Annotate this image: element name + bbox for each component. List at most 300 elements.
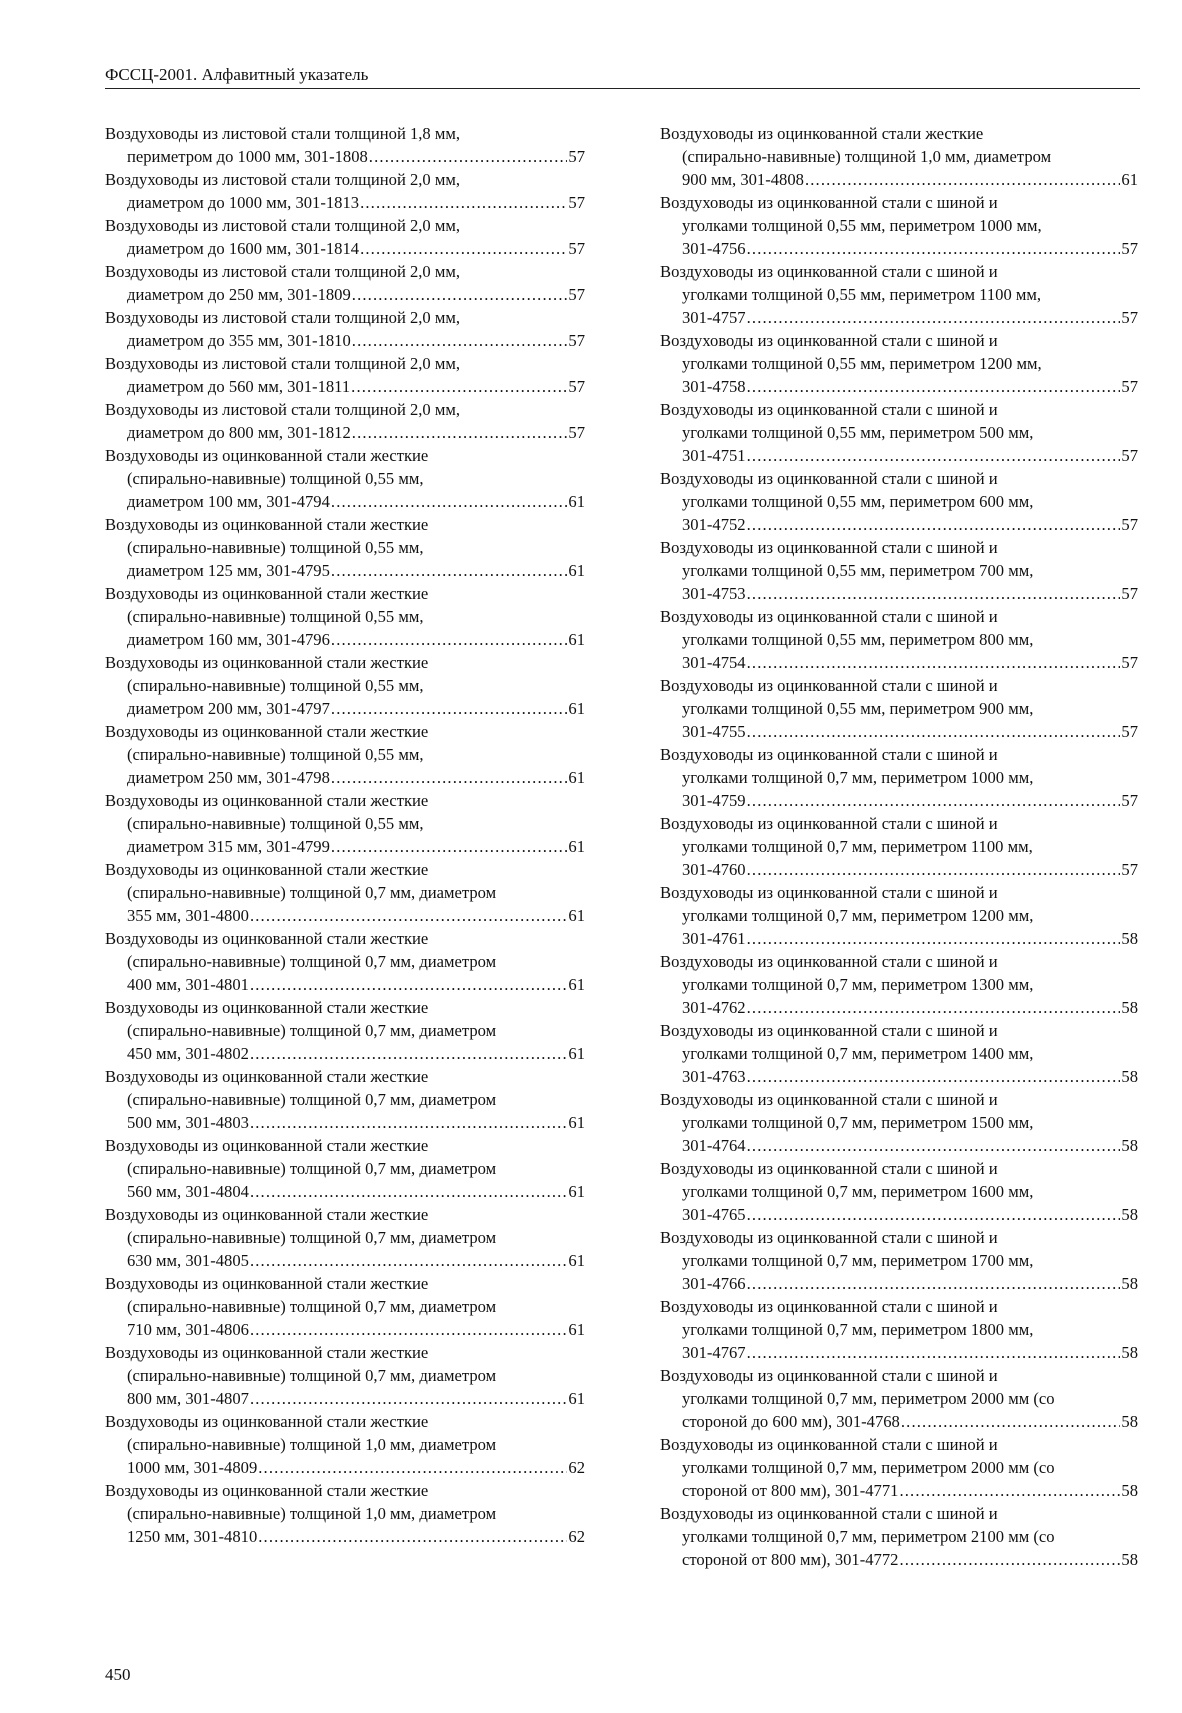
entry-line: (спирально-навивные) толщиной 0,7 мм, диаметром [127,952,497,971]
entry-line: 301-4754 [682,653,746,672]
entry-last-line [660,582,1138,605]
index-entry [105,444,585,513]
dot-leader [258,1525,567,1548]
entry-line: Воздуховоды из оцинкованной стали с шиной и [660,607,998,626]
index-entry [660,674,1138,743]
dot-leader [331,697,568,720]
dot-leader [331,766,568,789]
entry-last-line [660,927,1138,950]
entry-line: уголками толщиной 0,7 мм, периметром 1000 мм, [682,768,1034,787]
entry-last-line [105,1249,585,1272]
entry-line: Воздуховоды из оцинкованной стали жесткие [105,653,429,672]
entry-page-ref: 61 [568,975,585,994]
entry-line: диаметром 250 мм, 301-4798 [127,768,330,787]
entry-last-line [660,651,1138,674]
entry-line: уголками толщиной 0,7 мм, периметром 1200 мм, [682,906,1034,925]
entry-line: Воздуховоды из листовой стали толщиной 2,0 мм, [105,308,461,327]
entry-line: 800 мм, 301-4807 [127,1389,249,1408]
index-entry [660,812,1138,881]
entry-last-line [660,720,1138,743]
entry-line: 560 мм, 301-4804 [127,1182,249,1201]
index-entry [105,1410,585,1479]
entry-line: стороной от 800 мм), 301-4771 [682,1481,899,1500]
entry-line: диаметром до 355 мм, 301-1810 [127,331,351,350]
entry-line: 301-4763 [682,1067,746,1086]
dot-leader [747,789,1121,812]
entry-line: Воздуховоды из оцинкованной стали с шиной и [660,469,998,488]
entry-page-ref: 62 [568,1527,585,1546]
entry-line: диаметром 200 мм, 301-4797 [127,699,330,718]
entry-last-line [660,858,1138,881]
entry-line: (спирально-навивные) толщиной 0,7 мм, диаметром [127,1366,497,1385]
entry-page-ref: 58 [1121,1205,1138,1224]
entry-line: Воздуховоды из оцинкованной стали жесткие [105,860,429,879]
entry-last-line [105,1042,585,1065]
index-column-left [105,122,585,1548]
entry-line: Воздуховоды из оцинкованной стали жесткие [105,998,429,1017]
entry-line: Воздуховоды из листовой стали толщиной 1,8 мм, [105,124,461,143]
entry-line: Воздуховоды из оцинкованной стали с шиной и [660,193,998,212]
entry-line: Воздуховоды из оцинкованной стали с шиной и [660,745,998,764]
entry-page-ref: 58 [1121,1412,1138,1431]
entry-last-line [105,283,585,306]
index-entry [660,467,1138,536]
entry-page-ref: 61 [568,768,585,787]
entry-last-line [660,168,1138,191]
entry-line: Воздуховоды из оцинкованной стали с шиной и [660,1435,998,1454]
entry-page-ref: 61 [1121,170,1138,189]
entry-line: уголками толщиной 0,55 мм, периметром 600 мм, [682,492,1034,511]
entry-line: (спирально-навивные) толщиной 0,7 мм, диаметром [127,1228,497,1247]
entry-page-ref: 61 [568,1182,585,1201]
index-entry [105,398,585,444]
entry-page-ref: 57 [1121,308,1138,327]
entry-line: (спирально-навивные) толщиной 0,55 мм, [127,676,424,695]
entry-line: 301-4751 [682,446,746,465]
entry-line: уголками толщиной 0,55 мм, периметром 800 мм, [682,630,1034,649]
dot-leader [747,858,1121,881]
entry-last-line [105,375,585,398]
entry-last-line [105,1456,585,1479]
entry-page-ref: 61 [568,561,585,580]
entry-line: Воздуховоды из оцинкованной стали жесткие [105,584,429,603]
entry-page-ref: 57 [568,285,585,304]
entry-last-line [660,1410,1138,1433]
entry-last-line [660,1203,1138,1226]
dot-leader [250,1249,567,1272]
entry-last-line [105,697,585,720]
dot-leader [747,306,1121,329]
entry-line: 301-4756 [682,239,746,258]
index-entry [105,651,585,720]
index-entry [105,260,585,306]
entry-last-line [660,1479,1138,1502]
index-entry [660,260,1138,329]
entry-last-line [105,559,585,582]
index-entry [660,881,1138,950]
entry-line: (спирально-навивные) толщиной 0,55 мм, [127,538,424,557]
dot-leader [351,375,567,398]
entry-line: 1000 мм, 301-4809 [127,1458,258,1477]
entry-page-ref: 57 [1121,860,1138,879]
entry-line: Воздуховоды из оцинкованной стали с шиной и [660,1366,998,1385]
dot-leader [901,1410,1121,1433]
entry-page-ref: 57 [1121,722,1138,741]
index-entry [105,1134,585,1203]
entry-last-line [105,237,585,260]
running-header [105,64,1140,89]
dot-leader [747,1341,1121,1364]
entry-last-line [105,421,585,444]
dot-leader [331,490,568,513]
entry-line: диаметром 100 мм, 301-4794 [127,492,330,511]
entry-page-ref: 57 [568,147,585,166]
entry-line: Воздуховоды из листовой стали толщиной 2,0 мм, [105,400,461,419]
entry-line: Воздуховоды из оцинкованной стали с шиной и [660,1228,998,1247]
entry-last-line [105,1180,585,1203]
dot-leader [747,375,1121,398]
entry-line: (спирально-навивные) толщиной 0,55 мм, [127,814,424,833]
entry-page-ref: 57 [568,331,585,350]
entry-line: Воздуховоды из оцинкованной стали с шиной и [660,1297,998,1316]
entry-line: 301-4761 [682,929,746,948]
entry-line: диаметром до 800 мм, 301-1812 [127,423,351,442]
entry-line: Воздуховоды из оцинкованной стали с шиной и [660,883,998,902]
dot-leader [250,1318,567,1341]
entry-last-line [105,191,585,214]
entry-last-line [105,1318,585,1341]
dot-leader [899,1479,1120,1502]
entry-line: Воздуховоды из оцинкованной стали с шиной и [660,331,998,350]
entry-line: Воздуховоды из оцинкованной стали жесткие [105,1274,429,1293]
entry-last-line [660,375,1138,398]
entry-line: (спирально-навивные) толщиной 0,7 мм, диаметром [127,1297,497,1316]
entry-page-ref: 57 [1121,446,1138,465]
entry-line: уголками толщиной 0,7 мм, периметром 1300 мм, [682,975,1034,994]
entry-line: Воздуховоды из оцинкованной стали жесткие [105,1343,429,1362]
entry-line: Воздуховоды из оцинкованной стали жесткие [105,791,429,810]
entry-line: Воздуховоды из оцинкованной стали жесткие [660,124,984,143]
entry-line: диаметром до 560 мм, 301-1811 [127,377,351,396]
entry-last-line [660,444,1138,467]
entry-line: (спирально-навивные) толщиной 0,55 мм, [127,607,424,626]
entry-line: 301-4762 [682,998,746,1017]
entry-line: уголками толщиной 0,55 мм, периметром 1100 мм, [682,285,1042,304]
entry-page-ref: 58 [1121,1067,1138,1086]
entry-line: Воздуховоды из оцинкованной стали жесткие [105,1412,429,1431]
entry-page-ref: 61 [568,1389,585,1408]
entry-line: (спирально-навивные) толщиной 1,0 мм, диаметром [127,1435,497,1454]
index-entry [105,789,585,858]
entry-page-ref: 57 [1121,791,1138,810]
entry-line: уголками толщиной 0,7 мм, периметром 1400 мм, [682,1044,1034,1063]
entry-line: 630 мм, 301-4805 [127,1251,249,1270]
entry-line: Воздуховоды из оцинкованной стали с шиной и [660,1504,998,1523]
index-entry [660,1226,1138,1295]
index-entry [660,329,1138,398]
entry-line: Воздуховоды из оцинкованной стали с шиной и [660,400,998,419]
entry-page-ref: 57 [1121,515,1138,534]
entry-line: 355 мм, 301-4800 [127,906,249,925]
entry-line: Воздуховоды из оцинкованной стали жесткие [105,1067,429,1086]
entry-line: Воздуховоды из оцинкованной стали жесткие [105,929,429,948]
entry-page-ref: 58 [1121,1136,1138,1155]
dot-leader [747,996,1121,1019]
entry-page-ref: 61 [568,492,585,511]
entry-line: (спирально-навивные) толщиной 0,7 мм, диаметром [127,1159,497,1178]
entry-page-ref: 57 [568,423,585,442]
entry-page-ref: 58 [1121,929,1138,948]
entry-line: уголками толщиной 0,7 мм, периметром 1100 мм, [682,837,1033,856]
dot-leader [747,513,1121,536]
entry-page-ref: 61 [568,1251,585,1270]
entry-page-ref: 58 [1121,998,1138,1017]
entry-line: (спирально-навивные) толщиной 0,7 мм, диаметром [127,883,497,902]
index-entry [105,996,585,1065]
entry-line: 301-4755 [682,722,746,741]
entry-line: диаметром 315 мм, 301-4799 [127,837,330,856]
entry-page-ref: 57 [568,377,585,396]
dot-leader [747,1203,1121,1226]
dot-leader [899,1548,1120,1571]
entry-line: 301-4764 [682,1136,746,1155]
dot-leader [258,1456,567,1479]
index-entry [660,398,1138,467]
entry-page-ref: 61 [568,1113,585,1132]
entry-line: уголками толщиной 0,7 мм, периметром 2100 мм (со [682,1527,1055,1546]
entry-line: 301-4765 [682,1205,746,1224]
entry-line: Воздуховоды из оцинкованной стали с шиной и [660,1090,998,1109]
entry-line: уголками толщиной 0,7 мм, периметром 1500 мм, [682,1113,1034,1132]
entry-line: 301-4752 [682,515,746,534]
entry-line: Воздуховоды из оцинкованной стали с шиной и [660,814,998,833]
entry-last-line [660,513,1138,536]
entry-line: 301-4753 [682,584,746,603]
index-entry [660,743,1138,812]
entry-page-ref: 61 [568,1320,585,1339]
dot-leader [331,559,568,582]
entry-line: стороной до 600 мм), 301-4768 [682,1412,900,1431]
entry-line: периметром до 1000 мм, 301-1808 [127,147,368,166]
entry-last-line [105,835,585,858]
entry-line: стороной от 800 мм), 301-4772 [682,1550,899,1569]
entry-line: (спирально-навивные) толщиной 0,7 мм, диаметром [127,1090,497,1109]
entry-line: 301-4757 [682,308,746,327]
entry-page-ref: 57 [568,193,585,212]
index-entry [105,1203,585,1272]
entry-line: уголками толщиной 0,55 мм, периметром 900 мм, [682,699,1034,718]
entry-line: 1250 мм, 301-4810 [127,1527,258,1546]
entry-line: (спирально-навивные) толщиной 0,7 мм, диаметром [127,1021,497,1040]
index-entry [660,191,1138,260]
entry-line: (спирально-навивные) толщиной 0,55 мм, [127,469,424,488]
index-entry [105,352,585,398]
dot-leader [250,1387,567,1410]
index-entry [105,1479,585,1548]
entry-line: 500 мм, 301-4803 [127,1113,249,1132]
entry-page-ref: 57 [1121,584,1138,603]
dot-leader [352,421,568,444]
dot-leader [250,1180,567,1203]
index-entry [105,1272,585,1341]
entry-line: Воздуховоды из оцинкованной стали с шиной и [660,952,998,971]
index-entry [660,1088,1138,1157]
entry-last-line [105,329,585,352]
entry-last-line [660,1548,1138,1571]
entry-line: (спирально-навивные) толщиной 1,0 мм, диаметром [682,147,1052,166]
index-entry [105,1341,585,1410]
entry-line: диаметром до 250 мм, 301-1809 [127,285,351,304]
dot-leader [352,329,568,352]
dot-leader [352,283,568,306]
entry-last-line [105,904,585,927]
index-entry [105,122,585,168]
dot-leader [747,444,1121,467]
entry-line: диаметром 125 мм, 301-4795 [127,561,330,580]
entry-line: Воздуховоды из оцинкованной стали жесткие [105,515,429,534]
entry-page-ref: 61 [568,699,585,718]
entry-last-line [660,1134,1138,1157]
dot-leader [747,927,1121,950]
entry-line: Воздуховоды из оцинкованной стали жесткие [105,722,429,741]
entry-page-ref: 61 [568,630,585,649]
entry-line: (спирально-навивные) толщиной 1,0 мм, диаметром [127,1504,497,1523]
entry-line: Воздуховоды из оцинкованной стали жесткие [105,446,429,465]
entry-line: (спирально-навивные) толщиной 0,55 мм, [127,745,424,764]
entry-page-ref: 62 [568,1458,585,1477]
dot-leader [250,973,567,996]
entry-last-line [105,1111,585,1134]
index-entry [660,1502,1138,1571]
index-entry [105,1065,585,1134]
page-number: 450 [105,1665,131,1684]
index-entry [105,927,585,996]
entry-last-line [105,628,585,651]
entry-line: уголками толщиной 0,7 мм, периметром 1600 мм, [682,1182,1034,1201]
index-entry [660,536,1138,605]
entry-last-line [660,1065,1138,1088]
entry-last-line [105,1525,585,1548]
index-entry [105,858,585,927]
dot-leader [747,720,1121,743]
index-entry [660,1364,1138,1433]
index-entry [660,122,1138,191]
entry-line: диаметром 160 мм, 301-4796 [127,630,330,649]
entry-line: уголками толщиной 0,55 мм, периметром 1000 мм, [682,216,1042,235]
dot-leader [747,237,1121,260]
entry-line: Воздуховоды из оцинкованной стали с шиной и [660,262,998,281]
dot-leader [360,191,567,214]
entry-page-ref: 57 [1121,239,1138,258]
entry-line: уголками толщиной 0,7 мм, периметром 1700 мм, [682,1251,1034,1270]
entry-page-ref: 58 [1121,1343,1138,1362]
entry-line: Воздуховоды из листовой стали толщиной 2,0 мм, [105,354,461,373]
entry-line: 301-4759 [682,791,746,810]
entry-page-ref: 57 [568,239,585,258]
entry-line: 301-4766 [682,1274,746,1293]
entry-line: Воздуховоды из оцинкованной стали с шиной и [660,1021,998,1040]
index-entry [105,168,585,214]
entry-line: Воздуховоды из листовой стали толщиной 2,0 мм, [105,170,461,189]
entry-line: Воздуховоды из листовой стали толщиной 2,0 мм, [105,262,461,281]
entry-last-line [660,237,1138,260]
dot-leader [747,1134,1121,1157]
entry-page-ref: 58 [1121,1550,1138,1569]
entry-line: 900 мм, 301-4808 [682,170,804,189]
index-entry [660,1019,1138,1088]
index-entry [660,1157,1138,1226]
header-title: ФССЦ-2001. Алфавитный указатель [105,65,369,84]
entry-last-line [105,490,585,513]
entry-line: уголками толщиной 0,7 мм, периметром 1800 мм, [682,1320,1034,1339]
entry-last-line [660,996,1138,1019]
entry-last-line [660,1341,1138,1364]
entry-line: Воздуховоды из оцинкованной стали жесткие [105,1205,429,1224]
index-column-right [660,122,1138,1571]
entry-line: уголками толщиной 0,7 мм, периметром 2000 мм (со [682,1458,1055,1477]
dot-leader [369,145,568,168]
entry-line: диаметром до 1000 мм, 301-1813 [127,193,360,212]
entry-line: 301-4758 [682,377,746,396]
entry-page-ref: 61 [568,906,585,925]
dot-leader [747,1272,1121,1295]
dot-leader [331,835,568,858]
dot-leader [747,1065,1121,1088]
entry-line: 450 мм, 301-4802 [127,1044,249,1063]
dot-leader [331,628,568,651]
index-entry [105,214,585,260]
entry-line: Воздуховоды из листовой стали толщиной 2,0 мм, [105,216,461,235]
entry-line: Воздуховоды из оцинкованной стали с шиной и [660,676,998,695]
entry-last-line [105,1387,585,1410]
dot-leader [250,1111,567,1134]
entry-line: Воздуховоды из оцинкованной стали жесткие [105,1136,429,1155]
dot-leader [747,651,1121,674]
entry-line: уголками толщиной 0,55 мм, периметром 700 мм, [682,561,1034,580]
entry-page-ref: 57 [1121,653,1138,672]
dot-leader [360,237,567,260]
entry-last-line [660,789,1138,812]
entry-line: 710 мм, 301-4806 [127,1320,249,1339]
entry-page-ref: 58 [1121,1481,1138,1500]
index-entry [660,605,1138,674]
entry-line: Воздуховоды из оцинкованной стали жесткие [105,1481,429,1500]
dot-leader [250,904,567,927]
entry-last-line [105,145,585,168]
entry-last-line [660,1272,1138,1295]
entry-line: Воздуховоды из оцинкованной стали с шиной и [660,538,998,557]
entry-line: 301-4760 [682,860,746,879]
index-entry [105,720,585,789]
entry-line: уголками толщиной 0,55 мм, периметром 500 мм, [682,423,1034,442]
index-entry [105,513,585,582]
dot-leader [250,1042,567,1065]
index-entry [660,950,1138,1019]
index-entry [660,1295,1138,1364]
entry-line: Воздуховоды из оцинкованной стали с шиной и [660,1159,998,1178]
entry-last-line [105,973,585,996]
entry-line: уголками толщиной 0,55 мм, периметром 1200 мм, [682,354,1042,373]
index-entry [105,306,585,352]
index-entry [105,582,585,651]
entry-line: 301-4767 [682,1343,746,1362]
dot-leader [747,582,1121,605]
entry-page-ref: 61 [568,837,585,856]
entry-page-ref: 57 [1121,377,1138,396]
entry-page-ref: 61 [568,1044,585,1063]
entry-line: уголками толщиной 0,7 мм, периметром 2000 мм (со [682,1389,1055,1408]
index-entry [660,1433,1138,1502]
